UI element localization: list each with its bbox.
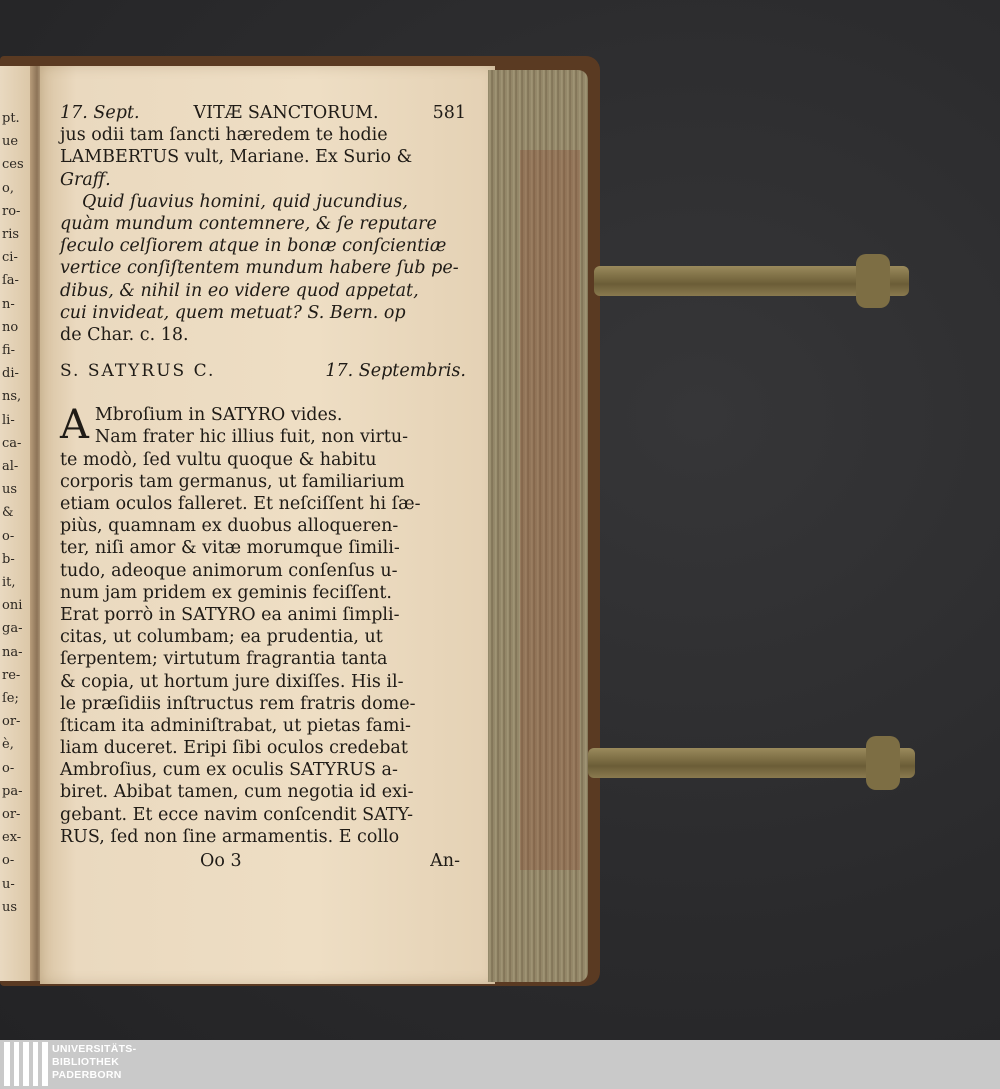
library-logo-icon xyxy=(4,1042,48,1086)
left-page-fragment: & xyxy=(2,505,14,521)
right-page xyxy=(40,66,495,984)
left-page-fragment: no xyxy=(2,319,19,335)
page-edge-stain xyxy=(520,150,580,870)
body-line: tudo, adeoque animorum conſenſus u- xyxy=(60,560,398,581)
catchword: An- xyxy=(430,851,460,871)
page-text xyxy=(60,102,466,872)
left-page-fragment: na- xyxy=(2,644,23,660)
left-page-fragment: ue xyxy=(2,134,19,150)
quote-block xyxy=(60,191,466,346)
body-line: liam duceret. Eripi ſibi oculos credebat xyxy=(60,738,408,759)
left-page-fragment: us xyxy=(2,899,18,915)
body-line: ſerpentem; virtutum fragrantia tanta xyxy=(60,649,388,670)
body-line: citas, ut columbam; ea prudentia, ut xyxy=(60,627,383,648)
left-page-fragment: ſa- xyxy=(2,273,19,289)
left-page-fragment: b- xyxy=(2,551,15,567)
body-line: num jam pridem ex geminis feciſſent. xyxy=(60,582,392,603)
left-page-fragment: ces xyxy=(2,157,24,173)
quote-line: quàm mundum contemnere, & ſe reputare xyxy=(60,213,437,234)
left-page-fragment: o- xyxy=(2,760,15,776)
left-page-fragment: pa- xyxy=(2,783,23,799)
left-page-fragment: ex- xyxy=(2,830,22,846)
body-line: corporis tam germanus, ut familiarium xyxy=(60,471,405,492)
left-page-fragment: or- xyxy=(2,807,21,822)
body-line: le præſidiis inſtructus rem fratris dome- xyxy=(60,693,416,714)
quote-line: ſeculo celſiorem atque in bonæ conſcientiæ xyxy=(60,236,447,257)
section-heading xyxy=(60,360,466,382)
running-head-date: 17. Sept. xyxy=(60,103,140,123)
body-line: etiam oculos falleret. Et neſciſſent hi ſæ- xyxy=(60,494,421,514)
left-page-fragment: ro- xyxy=(2,203,21,219)
library-name xyxy=(52,1043,136,1082)
left-page-fragment: o- xyxy=(2,853,15,869)
signature-mark: Oo 3 xyxy=(200,851,242,871)
body-line: te modò, ſed vultu quoque & habitu xyxy=(60,449,377,470)
left-page-fragment: o, xyxy=(2,180,14,196)
library-name-line: PADERBORN xyxy=(52,1069,122,1081)
clasp-end-top xyxy=(856,254,890,308)
text-line: LAMBERTUS vult, Mariane. Ex Surio & xyxy=(60,147,413,168)
running-head-title: VITÆ SANCTORUM. xyxy=(193,103,379,123)
text-line: Graff. xyxy=(60,169,111,190)
feast-date: 17. Septembris. xyxy=(325,361,466,382)
left-page-fragment: ga- xyxy=(2,621,23,637)
left-page-fragment: è, xyxy=(2,737,14,753)
left-page-fragment: or- xyxy=(2,714,21,730)
drop-capital: A xyxy=(60,402,89,449)
left-page-fragment: re- xyxy=(2,667,21,683)
left-page-fragment: ca- xyxy=(2,435,22,451)
left-page-fragment: o- xyxy=(2,528,15,544)
body-line: Ambroſius, cum ex oculis SATYRUS a- xyxy=(60,760,398,781)
body-line: piùs, quamnam ex duobus alloqueren- xyxy=(60,516,399,537)
body-line: Mbroſium in SATYRO vides. xyxy=(94,405,343,426)
left-page-fragment: ci- xyxy=(2,250,18,266)
saint-name: S. SATYRUS C. xyxy=(60,361,216,382)
left-page-fragment: pt. xyxy=(2,111,20,126)
clasp-end-bottom xyxy=(866,736,900,790)
quote-line: cui invideat, quem metuat? S. Bern. op xyxy=(60,302,406,323)
body-line: Erat porrò in SATYRO ea animi ſimpli- xyxy=(60,604,400,625)
left-page-fragment: ris xyxy=(2,227,20,242)
quote-line: de Char. c. 18. xyxy=(60,324,189,345)
body-line: ter, niſi amor & vitæ morumque ſimili- xyxy=(60,538,400,559)
left-page-fragment: n- xyxy=(2,296,15,312)
page-foot xyxy=(60,850,466,872)
left-page-fragment: it, xyxy=(2,575,16,590)
body-text xyxy=(60,404,466,848)
page-number: 581 xyxy=(432,103,466,123)
left-page-fragment: ſe; xyxy=(2,691,19,706)
body-line: gebant. Et ecce navim conſcendit SATY- xyxy=(60,804,414,825)
body-line: & copia, ut hortum jure dixiſſes. His il- xyxy=(60,671,404,692)
quote-line: Quid ſuavius homini, quid jucundius, xyxy=(82,191,408,212)
left-page-fragment: al- xyxy=(2,459,19,474)
body-line: ſticam ita adminiſtrabat, ut pietas fami- xyxy=(60,715,411,736)
library-name-line: UNIVERSITÄTS- xyxy=(52,1043,137,1055)
body-line: biret. Abibat tamen, cum negotia id exi- xyxy=(60,782,414,803)
left-page-fragment: us xyxy=(2,482,18,498)
quote-line: vertice conſiſtentem mundum habere ſub pe- xyxy=(60,258,459,279)
text-line: jus odii tam ſancti hæredem te hodie xyxy=(60,125,388,146)
left-page-fragment: ns, xyxy=(2,389,22,405)
left-page-fragment: oni xyxy=(2,598,23,614)
body-line: RUS, ſed non ſine armamentis. E collo xyxy=(60,826,400,847)
library-name-line: BIBLIOTHEK xyxy=(52,1056,120,1068)
body-line: Nam frater hic illius fuit, non virtu- xyxy=(94,427,409,448)
left-page-fragment: fi- xyxy=(2,343,16,358)
top-lines xyxy=(60,124,466,191)
running-head xyxy=(60,102,466,124)
left-page-fragment: li- xyxy=(2,412,15,428)
quote-line: dibus, & nihil in eo videre quod appetat, xyxy=(60,280,419,301)
footer-bar xyxy=(0,1040,1000,1089)
left-page-fragment: u- xyxy=(2,876,15,892)
left-page-fragment: di- xyxy=(2,366,19,382)
